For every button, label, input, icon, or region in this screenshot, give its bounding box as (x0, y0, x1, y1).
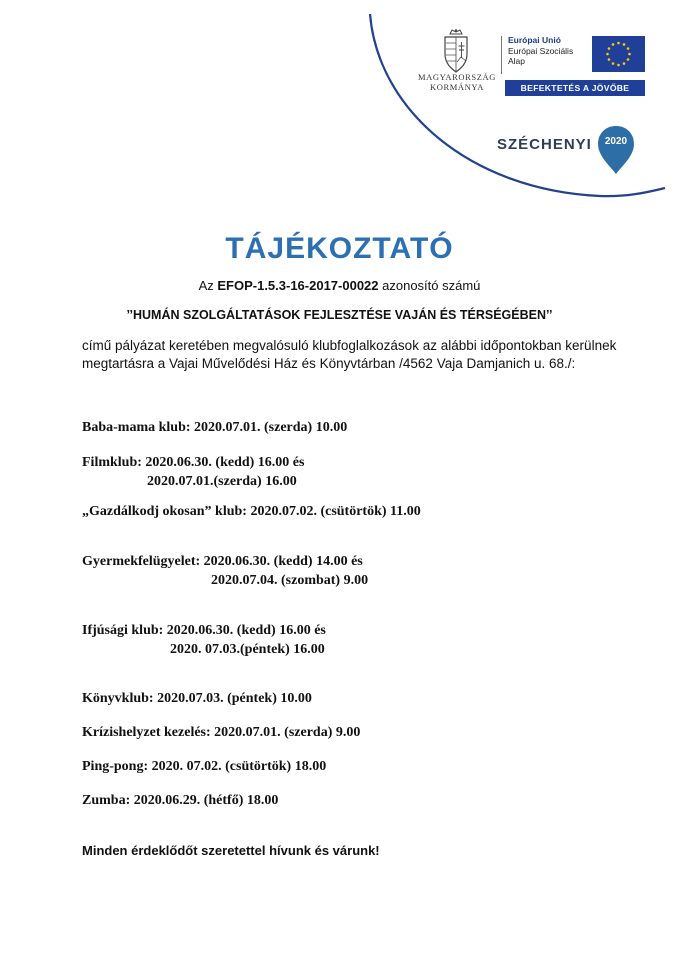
hungarian-coat-of-arms-icon (438, 28, 474, 74)
eu-divider (501, 36, 502, 74)
eu-star-icon (608, 58, 611, 61)
page-title: TÁJÉKOZTATÓ (225, 232, 454, 265)
government-name-line1: MAGYARORSZÁG (417, 72, 497, 82)
eu-star-icon (623, 43, 626, 46)
event-item (82, 418, 347, 437)
eu-star-icon (627, 47, 630, 50)
project-code-line (0, 278, 679, 293)
event-item (82, 621, 326, 659)
event-item (82, 689, 312, 708)
event-line1: Filmklub: 2020.06.30. (kedd) 16.00 és (82, 455, 305, 470)
event-line1: Ping-pong: 2020. 07.02. (csütörtök) 18.00 (82, 759, 327, 774)
event-line1: Könyvklub: 2020.07.03. (péntek) 10.00 (82, 691, 312, 706)
event-line2: 2020. 07.03.(péntek) 16.00 (170, 642, 325, 657)
eu-star-icon (612, 43, 615, 46)
intro-paragraph: című pályázat keretében megvalósuló klubfoglalkozások az alábbi időpontokban kerülnek megtartásra a Vajai Művelődési Ház és Könyvtárban /4562 Vaja Damjanich u. 68./: (82, 338, 617, 371)
eu-line1: Európai Unió (508, 35, 561, 45)
event-item (82, 791, 278, 810)
eu-star-icon (612, 62, 615, 65)
eu-star-icon (627, 58, 630, 61)
eu-line3: Alap (508, 56, 526, 66)
eu-fund-name (508, 35, 573, 67)
event-line1: Gyermekfelügyelet: 2020.06.30. (kedd) 14.00 és (82, 554, 363, 569)
government-name (412, 72, 502, 92)
event-line1: Ifjúsági klub: 2020.06.30. (kedd) 16.00 és (82, 623, 326, 638)
event-line1: „Gazdálkodj okosan” klub: 2020.07.02. (csütörtök) 11.00 (82, 504, 421, 519)
event-item (82, 757, 326, 776)
event-line1: Baba-mama klub: 2020.07.01. (szerda) 10.00 (82, 420, 348, 435)
eu-star-icon (606, 53, 609, 56)
eu-slogan-banner: BEFEKTETÉS A JÖVŐBE (505, 80, 645, 96)
szechenyi-year: 2020 (604, 136, 628, 147)
eu-star-icon (623, 62, 626, 65)
eu-star-icon (608, 47, 611, 50)
project-code: EFOP-1.5.3-16-2017-00022 (217, 278, 379, 293)
szechenyi-logo-text: SZÉCHENYI (497, 136, 592, 153)
event-line2: 2020.07.04. (szombat) 9.00 (211, 573, 369, 588)
closing-invitation: Minden érdeklődőt szeretettel hívunk és várunk! (82, 843, 380, 858)
location-pin-icon (596, 124, 636, 176)
eu-star-icon (628, 53, 631, 56)
subline-prefix: Az (198, 278, 214, 293)
event-item (82, 552, 368, 590)
eu-star-icon (617, 42, 620, 45)
event-line1: Zumba: 2020.06.29. (hétfő) 18.00 (82, 793, 279, 808)
event-line1: Krízishelyzet kezelés: 2020.07.01. (szerda) 9.00 (82, 725, 361, 740)
eu-line2: Európai Szociális (508, 45, 574, 56)
government-name-line2: KORMÁNYA (430, 82, 484, 92)
event-item (82, 502, 421, 521)
project-name: ’’HUMÁN SZOLGÁLTATÁSOK FEJLESZTÉSE VAJÁN ÉS TÉRSÉGÉBEN’’ (126, 308, 553, 322)
event-item (82, 453, 304, 491)
eu-flag-icon (592, 36, 645, 72)
header-arc-decoration (0, 0, 679, 230)
event-line2: 2020.07.01.(szerda) 16.00 (147, 474, 297, 489)
subline-suffix: azonosító számú (382, 278, 481, 293)
event-item (82, 723, 360, 742)
eu-star-icon (617, 64, 620, 67)
